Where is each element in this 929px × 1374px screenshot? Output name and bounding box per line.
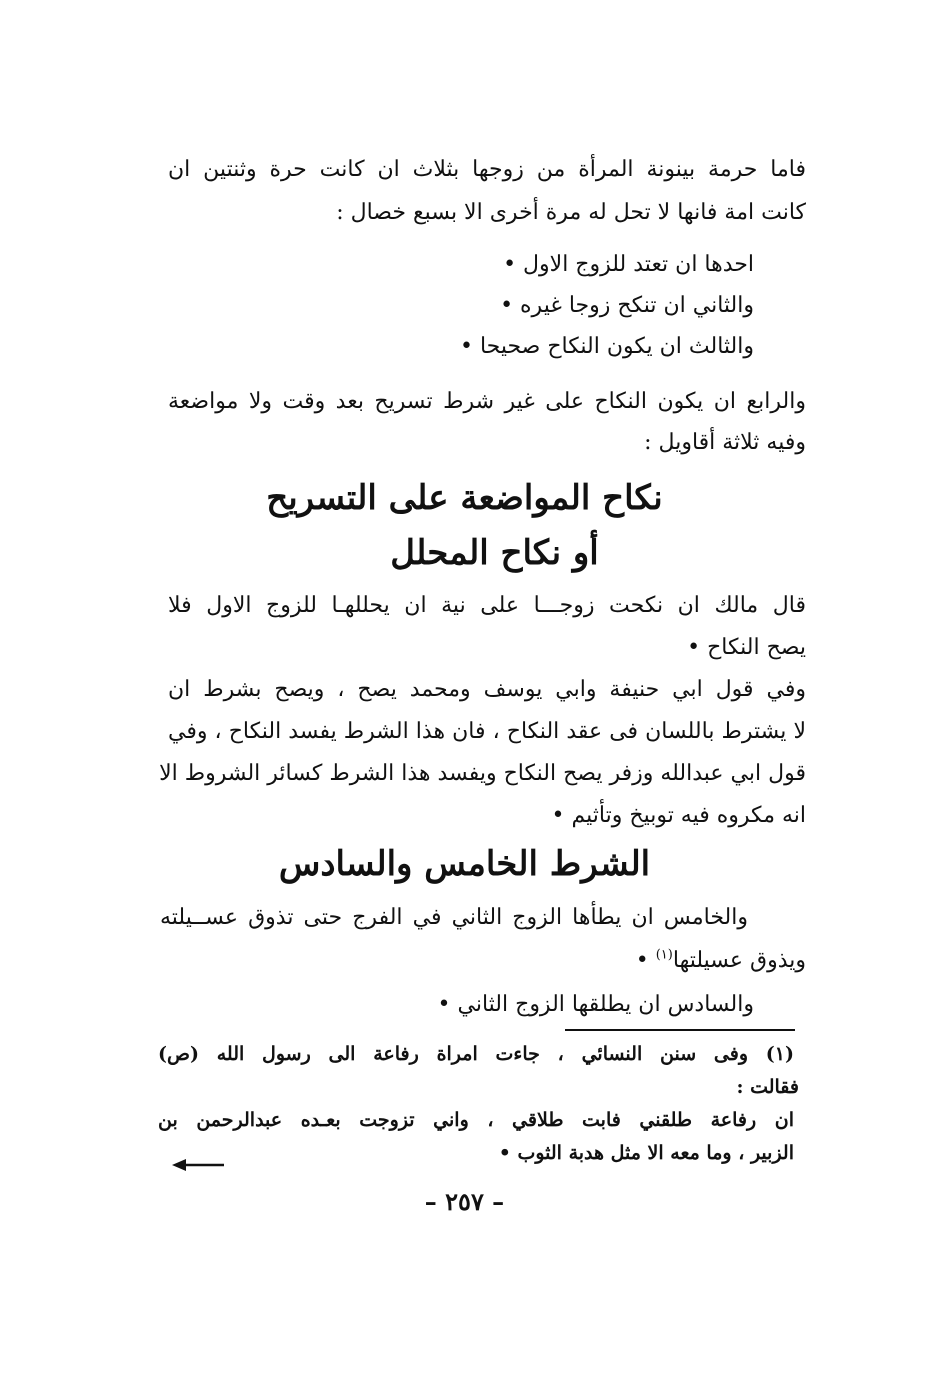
footnote-line-3: ان رفاعة طلقني فابت طلاقي ، واني تزوجت بعـده عبدالرحمن بن: [158, 1109, 794, 1131]
hanifa-line-1: وفي قول ابي حنيفة وابي يوسف ومحمد يصح ، ويصح بشرط ان: [168, 677, 806, 702]
footnote-reference: (١): [655, 947, 673, 963]
hanifa-line-3: قول ابي عبدالله وزفر يصح النكاح ويفسد هذا الشرط كسائر الشروط الا: [159, 761, 806, 786]
malik-line-1: قال مالك ان نكحت زوجـــا على نية ان يحللهـا للزوج الاول فلا: [168, 593, 806, 618]
intro-line-2: كانت امة فانها لا تحل له مرة أخرى الا بسبع خصال :: [336, 200, 806, 225]
condition-3: والثالث ان يكون النكاح صحيحا •: [459, 334, 754, 359]
page-number: – ٢٥٧ –: [424, 1187, 505, 1216]
condition-1: احدها ان تعتد للزوج الاول •: [503, 252, 754, 277]
fourth-line-1: والرابع ان يكون النكاح على غير شرط تسريح بعد وقت ولا مواضعة: [168, 389, 806, 414]
sixth-line: والسادس ان يطلقها الزوج الثاني •: [437, 992, 754, 1017]
hanifa-line-2: لا يشترط باللسان فى عقد النكاح ، فان هذا الشرط يفسد النكاح ، وفي: [168, 719, 806, 744]
footnote-divider: [565, 1029, 795, 1031]
fifth-line-2: [636, 941, 806, 981]
footnote-line-2: فقالت :: [736, 1076, 799, 1098]
hanifa-line-4: انه مكروه فيه توبيخ وتأثيم •: [551, 803, 806, 828]
footnote-line-1: (١) وفى سنن النسائي ، جاءت امراة رفاعة الى رسول الله (ص): [158, 1043, 794, 1065]
condition-2: والثاني ان تنكح زوجا غيره •: [500, 293, 754, 318]
fourth-line-2: وفيه ثلاثة أقاويل :: [644, 430, 806, 455]
section-heading-1b: أو نكاح المحلل: [390, 533, 599, 573]
fifth-line-2-text: ويذوق عسيلتها: [672, 948, 806, 973]
section-heading-2: الشرط الخامس والسادس: [278, 844, 651, 884]
section-heading-1a: نكاح المواضعة على التسريح: [266, 478, 663, 518]
left-arrow-icon: [170, 1150, 226, 1180]
malik-line-2: يصح النكاح •: [687, 635, 806, 660]
footnote-line-4: الزبير ، وما معه الا مثل هدبة الثوب •: [498, 1142, 794, 1164]
fifth-line-1: والخامس ان يطأها الزوج الثاني في الفرج حتى تذوق عســيلته: [160, 905, 748, 930]
intro-line-1: فاما حرمة بينونة المرأة من زوجها بثلاث ان كانت حرة وثنتين ان: [168, 157, 806, 182]
fifth-line-2-end: •: [635, 948, 656, 973]
